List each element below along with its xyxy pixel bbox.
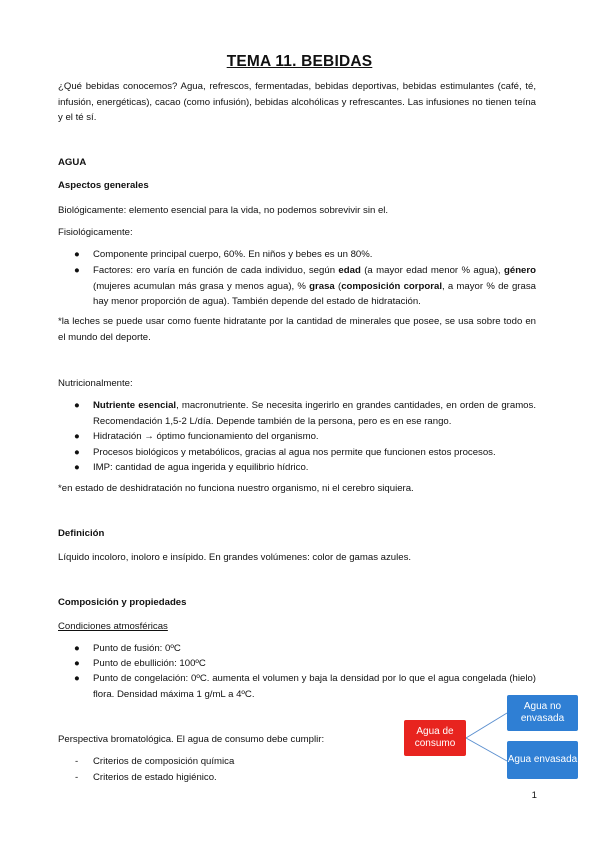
bullet-icon: ● bbox=[74, 400, 80, 411]
diagram-node-agua-no-envasada: Agua no envasada bbox=[507, 695, 578, 731]
section-heading-composicion: Composición y propiedades bbox=[58, 597, 187, 608]
paragraph-definicion: Líquido incoloro, inoloro e insípido. En grandes volúmenes: color de gamas azules. bbox=[58, 552, 412, 563]
paragraph-nutricionalmente: Nutricionalmente: bbox=[58, 378, 133, 389]
list-item: ● Hidratación → óptimo funcionamiento del organismo. bbox=[58, 429, 536, 445]
section-heading-definicion: Definición bbox=[58, 528, 105, 539]
list-item: ● Nutriente esencial, macronutriente. Se necesita ingerirlo en grandes cantidades, en orden de gramos. Recomendación 1,5-2 L/día. Depende también de la persona, pero es en ese rango. bbox=[74, 400, 536, 427]
paragraph-biologicamente: Biológicamente: elemento esencial para la vida, no podemos sobrevivir sin el. bbox=[58, 205, 389, 216]
dash-icon: - bbox=[75, 772, 79, 783]
list-item: ● Punto de congelación: 0ºC. aumenta el volumen y baja la densidad por lo que el agua congelada (hielo) flora. Densidad máxima 1 g/mL a 4ºC. bbox=[74, 673, 536, 700]
bullet-icon: ● bbox=[74, 643, 80, 654]
diagram-node-agua-envasada: Agua envasada bbox=[507, 741, 578, 779]
bullet-icon: ● bbox=[74, 673, 80, 684]
connector-line bbox=[466, 738, 507, 761]
list-item: - Criterios de estado higiénico. bbox=[58, 770, 388, 786]
list-item: ● IMP: cantidad de agua ingerida y equilibrio hídrico. bbox=[58, 460, 536, 476]
note-leche: *la leches se puede usar como fuente hidratante por la cantidad de minerales que posee, se usa sobre todo en el mundo del deporte. bbox=[58, 316, 536, 343]
subheading-aspectos: Aspectos generales bbox=[58, 180, 149, 191]
list-item: - Criterios de composición química bbox=[58, 754, 388, 770]
list-item: ● Punto de fusión: 0ºC bbox=[58, 641, 536, 657]
page-title: TEMA 11. BEBIDAS bbox=[226, 53, 373, 70]
bullet-icon: ● bbox=[74, 447, 80, 458]
paragraph-fisiologicamente: Fisiológicamente: bbox=[58, 227, 133, 238]
list-item: ● Factores: ero varía en función de cada individuo, según edad (a mayor edad menor % agua), género (mujeres acumulan más grasa y menos agua), % grasa (composición corporal, a mayor % de grasa hay menor proporción de agua). También depende del estado de hidratación. bbox=[74, 265, 536, 308]
connector-line bbox=[466, 713, 507, 738]
diagram-node-agua-de-consumo: Agua de consumo bbox=[404, 720, 466, 756]
bullet-icon: ● bbox=[74, 462, 80, 473]
note-deshidratacion: *en estado de deshidratación no funciona nuestro organismo, ni el cerebro siquiera. bbox=[58, 483, 414, 494]
intro-paragraph: ¿Qué bebidas conocemos? Agua, refrescos, fermentadas, bebidas deportivas, bebidas estimulantes (café, té, infusión, energéticas), cacao (como infusión), bebidas alcohólicas y refrescantes. Las infusiones no tienen teína y el té sí. bbox=[58, 81, 536, 124]
list-item: ● Componente principal cuerpo, 60%. En niños y bebes es un 80%. bbox=[58, 247, 536, 263]
paragraph-perspectiva: Perspectiva bromatológica. El agua de consumo debe cumplir: bbox=[58, 734, 325, 745]
section-heading-agua: AGUA bbox=[58, 157, 87, 168]
bullet-icon: ● bbox=[74, 658, 80, 669]
subheading-condiciones: Condiciones atmosféricas bbox=[58, 621, 168, 632]
bullet-icon: ● bbox=[74, 431, 80, 442]
page-number: 1 bbox=[531, 790, 537, 801]
dash-icon: - bbox=[75, 756, 79, 767]
list-item: ● Punto de ebullición: 100ºC bbox=[58, 656, 536, 672]
bullet-icon: ● bbox=[74, 265, 80, 276]
list-item: ● Procesos biológicos y metabólicos, gracias al agua nos permite que funcionen estos procesos. bbox=[58, 445, 536, 461]
bullet-icon: ● bbox=[74, 249, 80, 260]
